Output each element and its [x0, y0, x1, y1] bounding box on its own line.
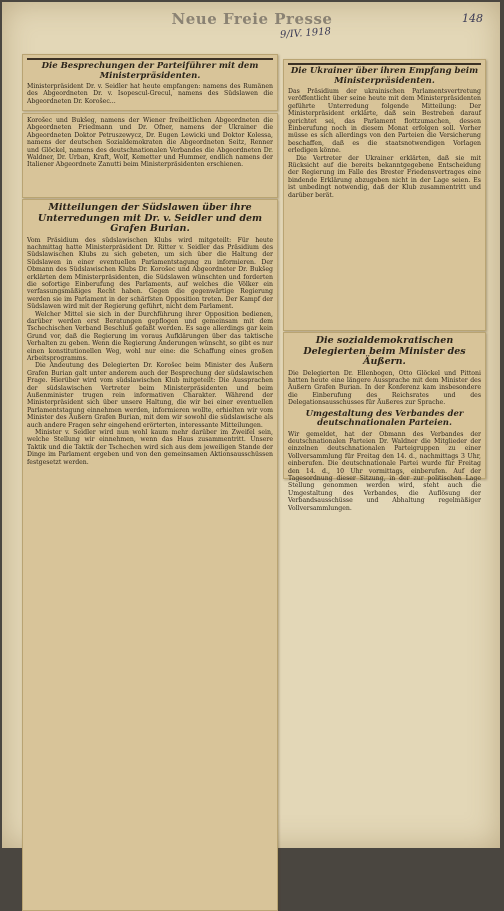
clipping-paragraph: Welcher Mittel sie sich in der Durchführung ihrer Opposition bedienen, darüber werden erst Beratungen gepflogen und gemeinsam mit dem Tschechischen Verband Beschluß gefaßt werden. Es sage allerdings gar kein Grund vor, daß die Regierung im voraus Aufklärungen über das taktische Verhalten zu geben. Wenn die Regierung Änderungen wünscht, so gibt es nur einen konstitutionellen Weg, wohl nur eine: die Schaffung eines großen Arbeitsprogramms.	[27, 310, 273, 362]
clipping-title: Die Ukrainer über ihren Empfang beim Ministerpräsidenten.	[290, 66, 479, 86]
clipping-title: Die sozialdemokratischen Delegierten beim Minister des Äußern.	[303, 335, 466, 367]
clipping-paragraph: Minister v. Seidler wird nun wohl kaum mehr darüber im Zweifel sein, welche Stellung wir einnehmen, wenn das Haus zusammentritt. Unsere Taktik und die Taktik der Tschechen wird sich aus dem jeweiligen Stande der Dinge im Parlament ergeben und von den gemeinsamen Aktionsausschüssen festgesetzt werden.	[27, 429, 273, 466]
clipping-title: Die Besprechungen der Parteiführer mit dem Ministerpräsidenten.	[41, 61, 259, 81]
page-number: 148	[462, 12, 483, 25]
clipping-body: Korošec und Bukšeg, namens der Wiener freiheitlichen Abgeordneten die Abgeordneten Friedmann und Dr. Ofner, namens der Ukrainer die Abgeordneten Doktor Petruszewycz, Dr. Eugen Lewicki und Doktor Kolessa, namens der deutschen Sozialdemokraten die Abgeordneten Seitz, Renner und Glöckel, namens des deutschnationalen Verbandes die Abgeordneten Dr. Waldner, Dr. Urban, Kraft, Wolf, Kemetter und Hummer, endlich namens der Italiener Abgeordnete Zanutti beim Ministerpräsidenten erschienen.	[27, 117, 273, 169]
clipping-social-democrats	[283, 332, 486, 512]
divider-rule	[27, 58, 273, 60]
clipping-south-slavs	[22, 199, 278, 911]
clipping-title: Mitteilungen der Südslawen über ihre Unterredungen mit Dr. v. Seidler und dem Grafen Burian.	[37, 202, 263, 234]
divider-rule	[288, 63, 481, 65]
clipping-body: Die Delegierten Dr. Ellenbogen, Otto Glöckel und Pittoni hatten heute eine längere Aussprache mit dem Minister des Äußern Grafen Burian. In der Konferenz kam insbesondere die Einberufung des Reichsrates und des Delegationsausschusses für Äußeres zur Sprache.	[288, 369, 481, 407]
clipping-party-leaders	[22, 54, 278, 111]
clipping-paragraph: Die Vertreter der Ukrainer erklärten, daß sie mit Rücksicht auf die bereits bekanntgegebene Entscheidung der Regierung im Falle des Brester Friedensvertrages eine bindende Erklärung abzugeben nicht in der Lage seien. Es ist unbedingt notwendig, daß der Klub zusammentritt und darüber berät.	[288, 154, 481, 199]
newspaper-masthead: Neue Freie Presse	[171, 10, 333, 28]
clipping-paragraph: Das Präsidium der ukrainischen Parlamentsvertretung veröffentlicht über seine heute mit dem Ministerpräsidenten geführte Unterredung folgende Mitteilung: Der Ministerpräsident erklärte, daß sein Bestreben darauf gerichtet sei, das Parlament flottzumachen, dessen Einberufung noch in diesem Monat erfolgen soll. Vorher müsse es sich allerdings von den Parteien die Versicherung beschaffen, daß es die staatsnotwendigen Vorlagen erledigen könne.	[288, 88, 481, 155]
clipping-paragraph: Die Andeutung des Delegierten Dr. Korošec beim Minister des Äußern Grafen Burian galt unter anderem auch der Besprechung der südslawischen Frage. Hierüber wird vom südslawischen Klub mitgeteilt: Die Aussprachen der südslawischen Vertreter beim Ministerpräsidenten und beim Außenminister trugen rein informativen Charakter. Während der Ministerpräsident sich über unsere Haltung, die wir bei einer eventuellen Parlamentstagung einnehmen werden, informieren wollte, erhielten wir vom Minister des Äußern Grafen Burian, mit dem wir sowohl die südslawische als auch andere Fragen sehr eingehend erörterten, interessante Mitteilungen.	[27, 362, 273, 429]
clipping-delegates-list	[22, 113, 278, 198]
clipping-body: Ministerpräsident Dr. v. Seidler hat heute empfangen: namens des Rumänen des Abgeordneten Dr. v. Isopescul-Grecul, namens des Südslawen die Abgeordneten Dr. Korošec...	[27, 83, 273, 105]
clipping-subtitle: Umgestaltung des Verbandes der deutschnationalen Parteien.	[305, 408, 464, 429]
clipping-paragraph: Vom Präsidium des südslawischen Klubs wird mitgeteilt: Für heute nachmittag hatte Ministerpräsident Dr. Ritter v. Seidler das Präsidium des Südslawischen Klubs zu sich gebeten, um sich über die Haltung der Südslawen in einer eventuellen Parlamentstagung zu informieren. Der Obmann des Südslawischen Klubs Dr. Korošec und Abgeordneter Dr. Bukšeg erklärten dem Ministerpräsidenten, die Südslawen wünschten und forderten die sofortige Einberufung des Parlaments, auf welches die Völker ein verfassungsmäßiges Recht haben. Gegen die gegenwärtige Regierung werden sie im Parlament in der schärfsten Opposition treten. Der Kampf der Südslawen wird mit der Regierung geführt, nicht dem Parlament.	[27, 236, 273, 311]
handwritten-date: 9/IV. 1918	[279, 26, 332, 41]
clipping-ukrainians	[283, 59, 486, 331]
archive-sheet	[2, 2, 500, 848]
clipping-body: Wir gemeldet, hat der Obmann des Verbandes der deutschnationalen Parteien Dr. Waldner die Mitglieder der einzelnen deutschnationalen Parteigruppen zu einer Vollversammlung für Freitag den 14. d., nachmittags 3 Uhr, einberufen. Die deutschnationale Partei wurde für Freitag den 14. d., 10 Uhr vormittags, einberufen. Auf der Tagesordnung dieser Sitzung, in der zur politischen Lage Stellung genommen werden wird, steht auch die Umgestaltung des Verbandes, die Auflösung der Verbandsausschüsse und Abhaltung regelmäßiger Vollversammlungen.	[288, 430, 481, 512]
